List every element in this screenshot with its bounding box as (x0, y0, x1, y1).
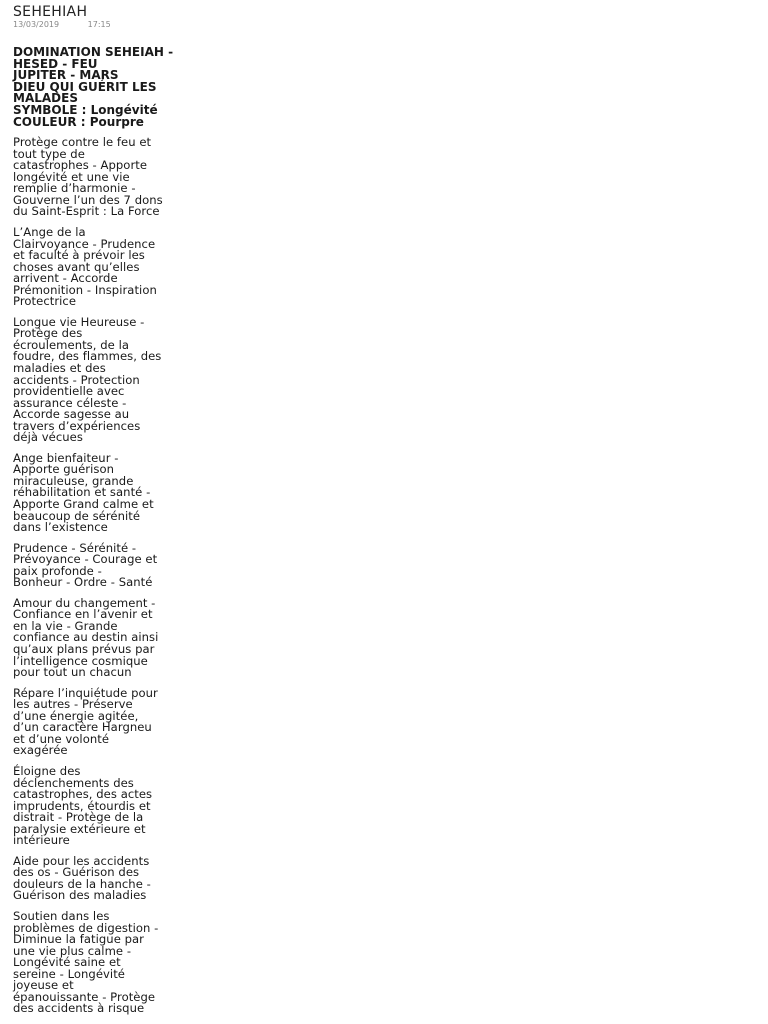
paragraph-line: douleurs de la hanche - (13, 876, 151, 891)
note-body (13, 137, 238, 1015)
paragraph-line: maladies et des (13, 361, 106, 375)
paragraph-line: l’intelligence cosmique (13, 653, 148, 668)
note-time: 17:15 (87, 20, 111, 29)
body-paragraph (13, 224, 238, 309)
paragraph-line: et faculté à prévoir les (13, 248, 145, 263)
paragraph-line: paralysie extérieure et (13, 821, 146, 836)
paragraph-line: Éloigne des (13, 763, 81, 778)
header-block (13, 47, 238, 128)
paragraph-line: Protectrice (13, 294, 77, 309)
paragraph-line: confiance au destin ainsi (13, 630, 159, 645)
header-line: MALADES (13, 91, 78, 106)
paragraph-line: Aide pour les accidents (13, 853, 150, 868)
paragraph-line: foudre, des flammes, des (13, 349, 162, 364)
paragraph-line: L’Ange de la (13, 224, 86, 239)
paragraph-line: miraculeuse, grande (13, 473, 134, 488)
paragraph-line: Répare l’inquiétude pour (13, 685, 158, 700)
paragraph-line: travers d’expériences (13, 418, 141, 433)
paragraph-line: catastrophes - Apporte (13, 158, 148, 173)
paragraph-line: d’un caractère Hargneu (13, 720, 152, 735)
paragraph-line: distrait - Protège de la (13, 810, 144, 825)
paragraph-line: paix profonde - (13, 563, 102, 578)
paragraph-line: Protège des (13, 326, 83, 341)
paragraph-line: assurance céleste - (13, 395, 127, 410)
paragraph-line: Amour du changement - (13, 595, 156, 610)
body-paragraph (13, 685, 238, 758)
paragraph-line: tout type de (13, 146, 85, 161)
paragraph-line: qu’aux plans prévus par (13, 642, 155, 657)
note-meta (13, 20, 238, 30)
paragraph-line: des os - Guérison des (13, 865, 140, 880)
body-paragraph (13, 540, 238, 590)
paragraph-line: Longévité saine et (13, 955, 121, 970)
header-line: HESED - FEU (13, 56, 98, 71)
paragraph-line: longévité et une vie (13, 169, 130, 184)
paragraph-line: déjà vécues (13, 430, 83, 445)
paragraph-line: dans l’existence (13, 520, 108, 535)
paragraph-line: Guérison des maladies (13, 888, 147, 903)
paragraph-line: Apporte Grand calme et (13, 497, 154, 512)
note-page (13, 4, 238, 1024)
paragraph-line: Diminue la fatigue par (13, 932, 144, 947)
paragraph-line: et d’une volonté (13, 731, 110, 746)
header-line: DOMINATION SEHEIAH - (13, 45, 174, 59)
body-paragraph (13, 908, 238, 1016)
paragraph-line: problèmes de digestion - (13, 920, 159, 935)
paragraph-line: Confiance en l’avenir et (13, 607, 153, 622)
paragraph-line: Accorde sagesse au (13, 407, 130, 422)
paragraph-line: Protège contre le feu et (13, 135, 152, 150)
paragraph-line: Prudence - Sérénité - (13, 540, 137, 555)
paragraph-line: Ange bienfaiteur - (13, 450, 119, 465)
header-line: DIEU QUI GUÉRIT LES (13, 79, 157, 94)
paragraph-line: Prémonition - Inspiration (13, 282, 157, 297)
body-paragraph (13, 137, 238, 218)
paragraph-line: pour tout un chacun (13, 665, 132, 680)
paragraph-line: exagérée (13, 743, 68, 758)
header-line: JUPITER - MARS (13, 68, 119, 83)
paragraph-line: intérieure (13, 833, 70, 848)
paragraph-line: Bonheur - Ordre - Santé (13, 575, 153, 590)
paragraph-line: remplie d’harmonie - (13, 181, 136, 196)
paragraph-line: beaucoup de sérénité (13, 508, 141, 523)
header-line: SYMBOLE : Longévité (13, 102, 158, 117)
paragraph-line: écroulements, de la (13, 337, 129, 352)
paragraph-line: joyeuse et (13, 978, 74, 993)
paragraph-line: arrivent - Accorde (13, 271, 118, 286)
paragraph-line: Clairvoyance - Prudence (13, 236, 156, 251)
body-paragraph (13, 314, 238, 445)
paragraph-line: Apporte guérison (13, 462, 114, 477)
paragraph-line: catastrophes, des actes (13, 787, 153, 802)
paragraph-line: Longue vie Heureuse - (13, 314, 145, 329)
paragraph-line: réhabilitation et santé - (13, 485, 151, 500)
paragraph-line: providentielle avec (13, 384, 125, 399)
paragraph-line: d’une énergie agitée, (13, 708, 139, 723)
paragraph-line: des accidents à risque (13, 1001, 145, 1016)
paragraph-line: déclenchements des (13, 775, 134, 790)
paragraph-line: en la vie - Grande (13, 618, 118, 633)
paragraph-line: une vie plus calme - (13, 943, 132, 958)
header-line: COULEUR : Pourpre (13, 114, 144, 129)
paragraph-line: épanouissante - Protège (13, 989, 156, 1004)
note-date: 13/03/2019 (13, 20, 60, 29)
note-title: SEHEHIAH (13, 4, 88, 20)
body-paragraph (13, 450, 238, 535)
paragraph-line: Soutien dans les (13, 908, 110, 923)
body-paragraph (13, 595, 238, 680)
paragraph-line: accidents - Protection (13, 372, 140, 387)
paragraph-line: Gouverne l’un des 7 dons (13, 192, 163, 207)
paragraph-line: les autres - Préserve (13, 697, 133, 712)
body-paragraph (13, 763, 238, 848)
paragraph-line: choses avant qu’elles (13, 259, 140, 274)
paragraph-line: Prévoyance - Courage et (13, 552, 158, 567)
paragraph-line: du Saint-Esprit : La Force (13, 204, 160, 219)
body-paragraph (13, 853, 238, 903)
paragraph-line: sereine - Longévité (13, 966, 125, 981)
paragraph-line: imprudents, étourdis et (13, 798, 151, 813)
